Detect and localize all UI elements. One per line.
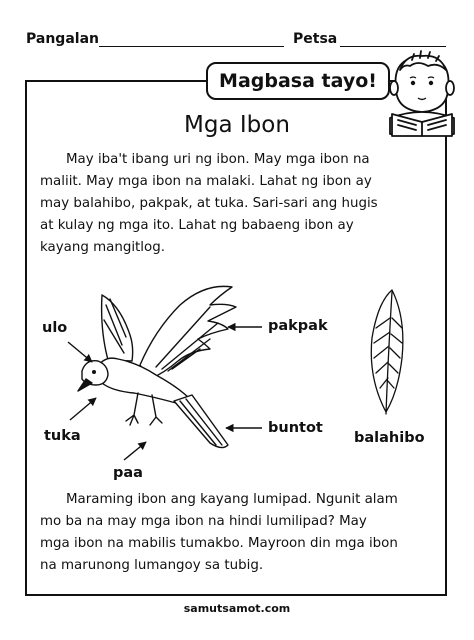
paa-arrow [124, 442, 146, 460]
page-title: Mga Ibon [184, 112, 290, 138]
ulo-arrow [68, 342, 92, 362]
paragraph-line: May iba't ibang uri ng ibon. May mga ibon na [66, 152, 370, 167]
footer-site: samutsamot.com [183, 602, 291, 615]
paragraph-line: mo ba na may mga ibon na hindi lumilipad? May [40, 514, 367, 529]
paragraph-line: may balahibo, pakpak, at tuka. Sari-sari ang hugis [40, 196, 378, 211]
paragraph-line: kayang mangitlog. [40, 240, 165, 255]
paragraph-line: Maraming ibon ang kayang lumipad. Ngunit alam [66, 492, 398, 507]
label-balahibo: balahibo [354, 430, 425, 446]
label-ulo: ulo [42, 320, 68, 336]
label-pakpak: pakpak [268, 318, 328, 334]
tuka-arrow [70, 398, 96, 420]
paragraph-2 [40, 489, 440, 577]
label-tuka: tuka [44, 428, 81, 444]
label-paa: paa [113, 465, 143, 481]
paragraph-line: maliit. May mga ibon na malaki. Lahat ng ibon ay [40, 174, 372, 189]
paragraph-line: at kulay ng mga ito. Lahat ng babaeng ibon ay [40, 218, 354, 233]
date-label: Petsa [293, 31, 338, 47]
label-buntot: buntot [268, 420, 323, 436]
banner-text: Magbasa tayo! [219, 70, 377, 92]
paragraph-line: na marunong lumangoy sa tubig. [40, 558, 264, 573]
name-label: Pangalan [26, 31, 99, 47]
paragraph-line: mga ibon na mabilis tumakbo. Mayroon din mga ibon [40, 536, 398, 551]
